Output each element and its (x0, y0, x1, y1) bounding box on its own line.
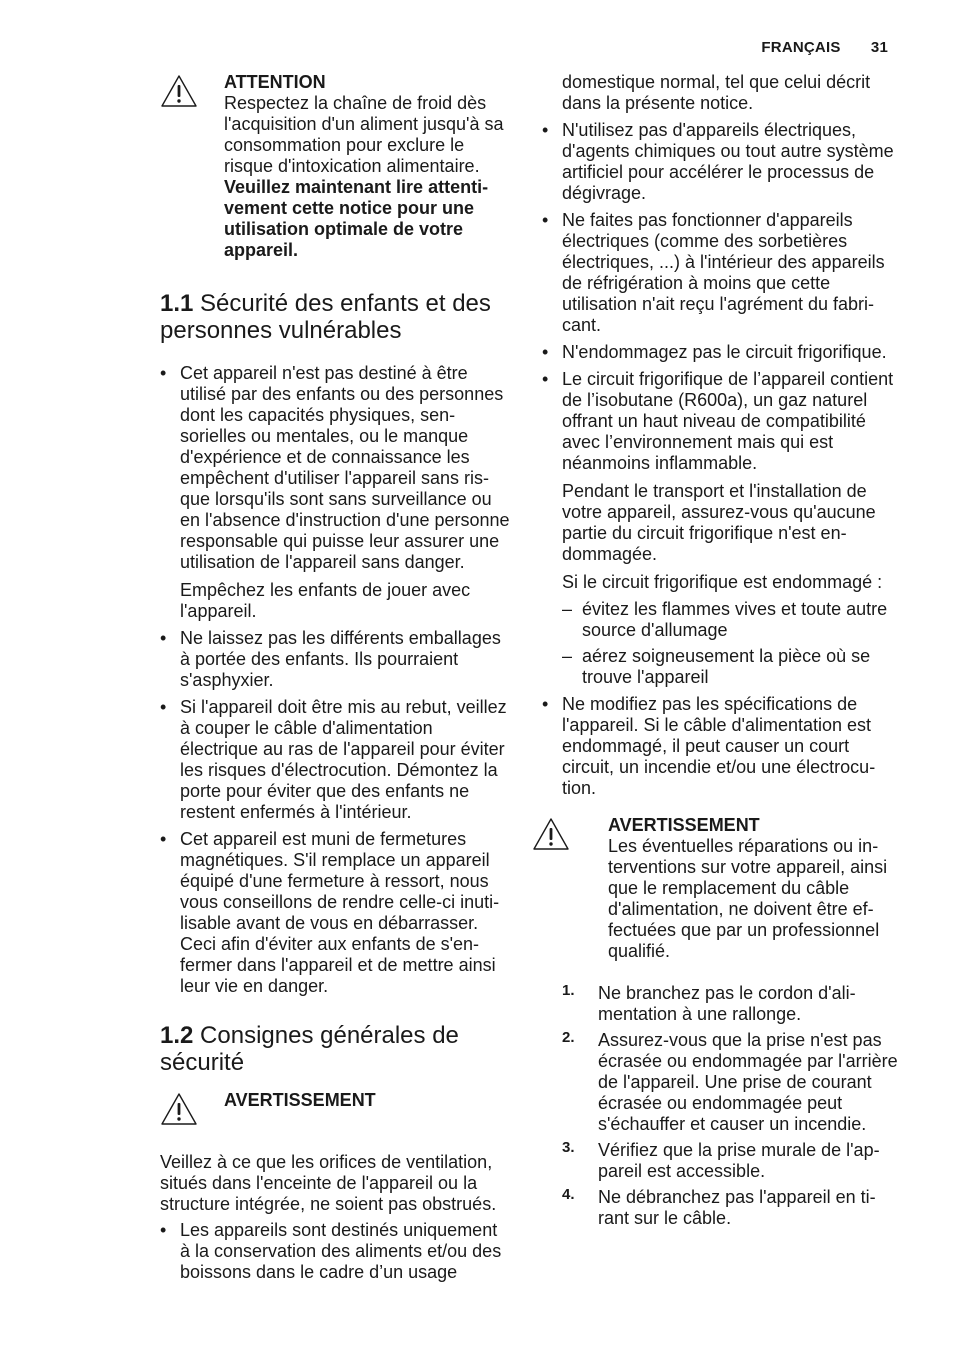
page-number: 31 (870, 39, 888, 56)
list-item (160, 628, 512, 691)
item-number: 3. (562, 1139, 575, 1156)
section-number: 1.1 (160, 290, 194, 317)
item-number: 4. (562, 1186, 575, 1203)
list-item-text: • Si l'appareil doit être mis au rebut, veillez à couper le câble d'alimentation électrique au ras de l'appareil pour éviter les risques d'électrocution. Démontez la porte pour éviter que des enfants ne restent enfermés à l'intérieur. (180, 697, 507, 822)
list-item-text: • Ne laissez pas les différents emballages à portée des enfants. Ils pourraient s'asphyxier. (180, 628, 501, 690)
item-text: Assurez-vous que la prise n'est pas écrasée ou endommagée par l'arrière de l'appareil. Une prise de courant écrasée ou endommagée peut s'échauffer et causer un incendie. (598, 1030, 898, 1134)
numbered-item (562, 1030, 898, 1135)
list-item (542, 210, 898, 336)
warning-triangle-icon (532, 817, 570, 851)
list-item-text: • Cet appareil n'est pas destiné à être utilisé par des enfants ou des personnes dont les capacités physiques, sensorielles ou mentales, ou le manque d'expérience et de connaissance les empêchent d'utiliser l'appareil sans risque lorsqu'ils sont sans surveillance ou en l'absence d'instruction d'une personne responsable qui puisse leur assurer une utilisation de l'appareil sans danger. (180, 363, 510, 572)
item-number: 2. (562, 1029, 575, 1046)
right-column (562, 72, 898, 1234)
warning-box (160, 1090, 512, 1138)
warning-triangle-icon (160, 1092, 198, 1126)
warning-triangle-icon (160, 74, 198, 108)
section-1-2-intro: Veillez à ce que les orifices de ventilation, situés dans l'enceinte de l'appareil ou la structure intégrée, ne soient pas obstrués. (160, 1152, 497, 1214)
item-number: 1. (562, 982, 575, 999)
numbered-item (562, 1140, 898, 1182)
attention-box (160, 72, 512, 261)
header-language: FRANÇAIS (761, 39, 841, 56)
item-text: Ne débranchez pas l'appareil en tirant sur le câble. (598, 1187, 876, 1228)
list-item (542, 369, 898, 688)
dash-list (562, 599, 898, 688)
list-item-text: • Cet appareil est muni de fermetures magnétiques. S'il remplace un appareil équipé d'une fermeture à ressort, nous vous conseillons de rendre celle-ci inutilisable avant de vous en débarrasser. Ceci afin d'éviter aux enfants de s'enfermer dans l'appareil et de mettre ainsi leur vie en danger. (180, 829, 500, 996)
page-header (761, 37, 888, 58)
warning-body: Les éventuelles réparations ou interventions sur votre appareil, ainsi que le remplacement du câble d'alimentation, ne doivent être effectuées que par un professionnel qualifié. (608, 836, 888, 961)
list-item (542, 120, 898, 204)
list-item-text: • N'utilisez pas d'appareils électriques, d'agents chimiques ou tout autre système artificiel pour accélérer le processus de dégivrage. (562, 120, 894, 203)
item-text: Vérifiez que la prise murale de l'appareil est accessible. (598, 1140, 880, 1181)
section-heading-1-1 (160, 290, 512, 344)
list-item (160, 1220, 512, 1283)
list-item-text: • Ne faites pas fonctionner d'appareils électriques (comme des sorbetières électriques, ...) à l'intérieur des appareils de réfrigération à moins que cette utilisation n'ait reçu l'agrément du fabricant. (562, 210, 885, 335)
list-item-text: • Le circuit frigorifique de l’appareil contient de l’isobutane (R600a), un gaz naturel offrant un haut niveau de compatibilité avec l’environnement mais qui est néanmoins inflammable. (562, 369, 894, 473)
list-item-text: • Ne modifiez pas les spécifications de l'appareil. Si le câble d'alimentation est endommagé, il peut causer un court circuit, un incendie et/ou une électrocution. (562, 694, 876, 798)
warning-title: AVERTISSEMENT (608, 815, 760, 835)
list-item-subtext: Si le circuit frigorifique est endommagé : (562, 572, 883, 592)
section-1-1-list (160, 363, 512, 997)
list-item (542, 342, 898, 363)
section-number: 1.2 (160, 1022, 194, 1049)
section-1-2-list (160, 1220, 512, 1283)
dash-item: – évitez les flammes vives et toute autre source d'allumage (562, 599, 898, 641)
list-item (160, 363, 512, 622)
dash-item: – aérez soigneusement la pièce où se trouve l'appareil (562, 646, 898, 688)
numbered-list (562, 983, 898, 1229)
item-text: Ne branchez pas le cordon d'alimentation à une rallonge. (598, 983, 856, 1024)
warning-title: AVERTISSEMENT (224, 1090, 376, 1110)
list-item (160, 697, 512, 823)
numbered-item (562, 983, 898, 1025)
section-heading-1-2 (160, 1022, 512, 1076)
list-item-text: • Les appareils sont destinés uniquement à la conservation des aliments et/ou des boissons dans le cadre d’un usage (180, 1220, 502, 1282)
attention-title: ATTENTION (224, 72, 326, 92)
section-title: Sécurité des enfants et des personnes vulnérables (160, 290, 491, 344)
list-item-text: • N'endommagez pas le circuit frigorifique. (562, 342, 887, 362)
right-list (542, 120, 898, 799)
list-item (542, 694, 898, 799)
attention-body: Respectez la chaîne de froid dès l'acquisition d'un aliment jusqu'à sa consommation pour exclure le risque d'intoxication alimentaire. (224, 93, 504, 176)
left-column (160, 72, 512, 1289)
continued-text: domestique normal, tel que celui décrit dans la présente notice. (562, 72, 871, 113)
list-item (160, 829, 512, 997)
list-item-subtext: Empêchez les enfants de jouer avec l'appareil. (180, 580, 471, 621)
list-item-subtext: Pendant le transport et l'installation de votre appareil, assurez-vous qu'aucune partie du circuit frigorifique n'est endommagée. (562, 481, 876, 564)
section-title: Consignes générales de sécurité (160, 1022, 459, 1076)
attention-bold-text: Veuillez maintenant lire attentivement cette notice pour une utilisation optimale de votre appareil. (224, 177, 489, 260)
numbered-item (562, 1187, 898, 1229)
warning-box (532, 815, 898, 962)
